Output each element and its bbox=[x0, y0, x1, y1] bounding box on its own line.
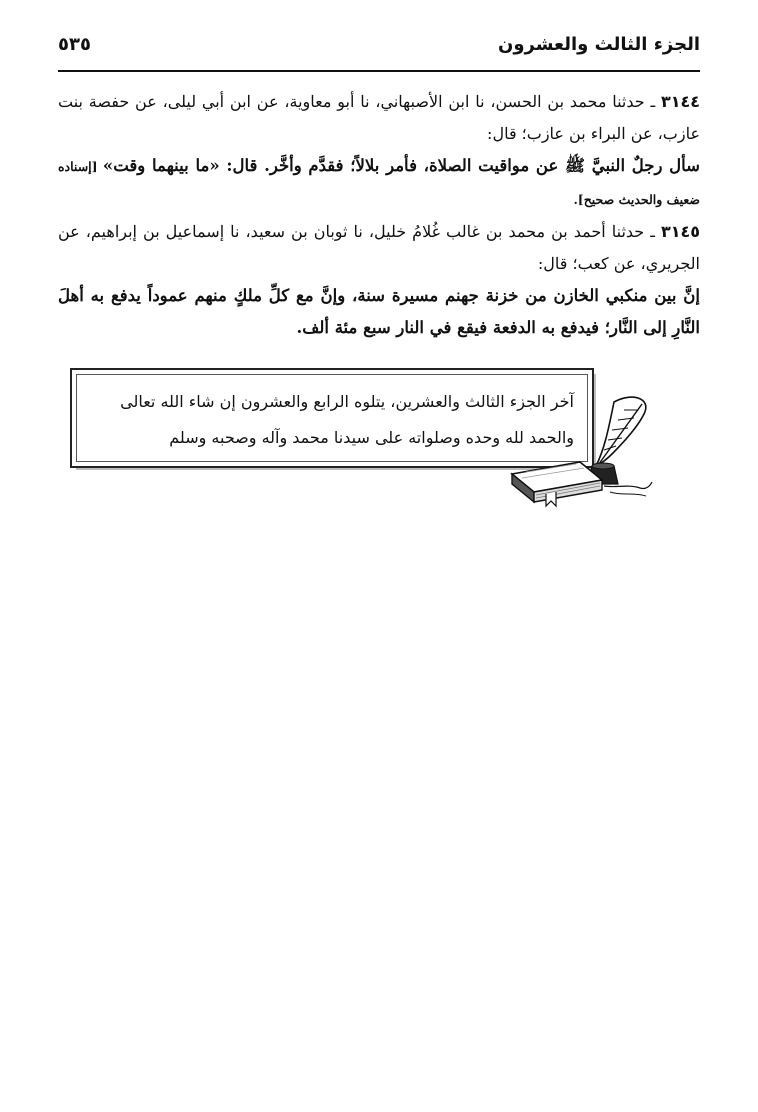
main-text bbox=[58, 86, 700, 344]
header-rule bbox=[58, 70, 700, 72]
colophon-line-1: آخر الجزء الثالث والعشرين، يتلوه الرابع والعشرون إن شاء الله تعالى bbox=[120, 392, 574, 411]
page-number: ٥٣٥ bbox=[58, 34, 91, 55]
hadith-isnad: ـ حدثنا أحمد بن محمد بن غالب غُلامُ خليل، نا ثوبان بن سعيد، نا إسماعيل بن إبراهيم، عن الجريري، عن كعب؛ قال: bbox=[58, 222, 700, 273]
hadith-isnad: ـ حدثنا محمد بن الحسن، نا ابن الأصبهاني، نا أبو معاوية، عن ابن أبي ليلى، عن حفصة بنت عازب، عن البراء بن عازب؛ قال: bbox=[58, 92, 700, 143]
hadith-number: ٣١٤٤ bbox=[660, 92, 700, 111]
hadith-3145-text bbox=[58, 280, 700, 344]
book-quill-inkwell-icon bbox=[506, 388, 656, 508]
hadith-3144-chain bbox=[58, 86, 700, 150]
hadith-matn: إنَّ بين منكبي الخازن من خزنة جهنم مسيرة سنة، وإنَّ مع كلِّ ملكٍ منهم عموداً يدفع به أهلَ النَّارِ إلى النَّار؛ فيدفع به الدفعة فيقع في النار سبع مئة ألف. bbox=[58, 286, 700, 337]
hadith-3145-chain bbox=[58, 216, 700, 280]
hadith-number: ٣١٤٥ bbox=[660, 222, 700, 241]
page-header bbox=[58, 34, 700, 64]
colophon-text bbox=[86, 384, 574, 456]
colophon-line-2: والحمد لله وحده وصلواته على سيدنا محمد وآله وصحبه وسلم bbox=[169, 428, 574, 447]
hadith-3144-text bbox=[58, 150, 700, 216]
hadith-matn: سأل رجلٌ النبيَّ ﷺ عن مواقيت الصلاة، فأمر بلالاً؛ فقدَّم وأخَّر. قال: «ما بينهما وقت» bbox=[102, 156, 700, 175]
grading-note: [إسناده ضعيف والحديث صحيح]. bbox=[58, 159, 700, 207]
running-title: الجزء الثالث والعشرون bbox=[497, 34, 700, 55]
